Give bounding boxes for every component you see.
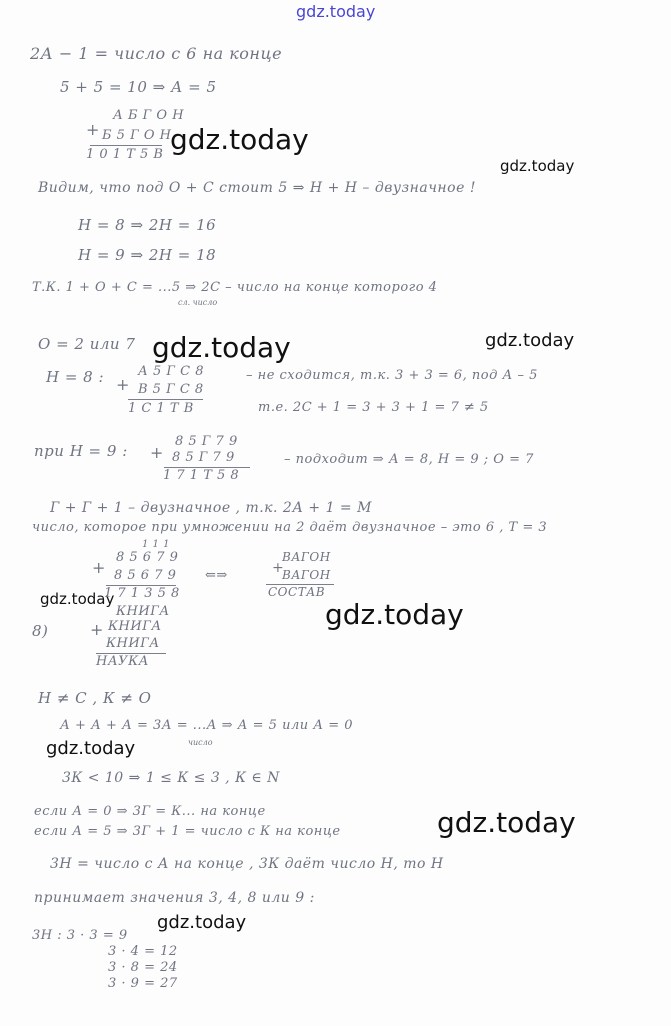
case8-mismatch: – не сходится, т.к. 3 + 3 = 6, под А – 5 (246, 368, 538, 383)
watermark: gdz.today (157, 912, 247, 933)
word-addend-1: ВАГОН (282, 550, 331, 564)
sum-underline (128, 399, 203, 400)
plus-sign: + (116, 375, 130, 394)
line-observation: Видим, что под О + С стоит 5 ⇒ Н + Н – двузначное ! (38, 180, 476, 196)
word-addend-2: ВАГОН (282, 568, 331, 582)
line-3h: 3Н = число с А на конце , 3К даёт число Н, то Н (50, 856, 444, 872)
plus-sign: + (86, 120, 100, 139)
final-addend-2: 8 5 6 7 9 (114, 568, 177, 583)
nauka-result: НАУКА (96, 654, 149, 669)
plus-sign: + (272, 560, 285, 576)
line-3h-list: 3Н : 3 · 3 = 9 (32, 928, 128, 943)
watermark: gdz.today (46, 738, 136, 759)
case9-result: 1 7 1 Т 5 8 (163, 468, 240, 483)
plus-sign: + (92, 558, 106, 577)
line-h8: Н = 8 ⇒ 2Н = 16 (78, 216, 217, 234)
line-3a: А + А + А = 3А = ...А ⇒ А = 5 или А = 0 (60, 718, 354, 733)
line-3x9: 3 · 9 = 27 (108, 976, 178, 991)
final-result: 1 7 1 3 5 8 (104, 586, 180, 601)
line-5plus5: 5 + 5 = 10 ⇒ А = 5 (60, 78, 217, 96)
sum-underline (90, 145, 162, 146)
line-o-values: О = 2 или 7 (38, 335, 136, 353)
line-number-times-two: число, которое при умножении на 2 даёт двузначное – это 6 , Т = 3 (32, 520, 548, 535)
case9-addend-1: 8 5 Г 7 9 (175, 434, 238, 449)
line-tk: Т.К. 1 + О + С = ...5 ⇒ 2С – число на конце которого 4 (32, 280, 438, 295)
task-number: 8) (32, 622, 49, 640)
line-if-a5: если А = 5 ⇒ 3Г + 1 = число с К на конце (34, 824, 341, 839)
case8-explanation: т.е. 2С + 1 = 3 + 3 + 1 = 7 ≠ 5 (258, 400, 489, 415)
word-result: СОСТАВ (268, 585, 326, 599)
addend-1: А Б Г О Н (113, 108, 185, 123)
line-values: принимает значения 3, 4, 8 или 9 : (34, 890, 315, 906)
note-number: сл. число (178, 298, 218, 307)
case8-addend-2: В 5 Г С 8 (138, 382, 204, 397)
watermark: gdz.today (170, 123, 309, 156)
line-condition: 2А − 1 = число с 6 на конце (30, 44, 283, 63)
line-3x4: 3 · 4 = 12 (108, 944, 178, 959)
watermark: gdz.today (485, 330, 575, 351)
line-h9: Н = 9 ⇒ 2Н = 18 (78, 246, 217, 264)
line-3x8: 3 · 8 = 24 (108, 960, 178, 975)
case9-addend-2: 8 5 Г 7 9 (172, 450, 235, 465)
watermark: gdz.today (152, 331, 291, 364)
line-h9-case: при Н = 9 : (34, 442, 128, 460)
watermark: gdz.today (40, 590, 115, 608)
case8-addend-1: А 5 Г С 8 (138, 364, 204, 379)
case8-result: 1 С 1 Т В (128, 401, 194, 416)
site-watermark-top[interactable]: gdz.today (296, 2, 376, 21)
watermark: gdz.today (500, 157, 575, 175)
line-3k-bound: 3К < 10 ⇒ 1 ≤ К ≤ 3 , К ∈ N (62, 770, 280, 786)
watermark: gdz.today (437, 806, 576, 839)
kniga-2: КНИГА (108, 619, 162, 634)
kniga-1: КНИГА (116, 604, 170, 619)
watermark: gdz.today (325, 598, 464, 631)
line-if-a0: если А = 0 ⇒ 3Г = К... на конце (34, 804, 266, 819)
kniga-3: КНИГА (106, 636, 160, 651)
final-addend-1: 8 5 6 7 9 (116, 550, 179, 565)
sum-result: 1 0 1 Т 5 В (86, 147, 164, 162)
addend-2: Б 5 Г О Н (102, 128, 172, 143)
note-number: число (188, 738, 213, 747)
equivalence-arrow: ⇐⇒ (205, 568, 228, 583)
line-h8-case: Н = 8 : (46, 368, 105, 386)
line-inequalities: Н ≠ С , К ≠ О (38, 689, 152, 707)
plus-sign: + (150, 443, 164, 462)
carry-digits: 1 1 1 (142, 539, 170, 550)
case9-fits: – подходит ⇒ А = 8, Н = 9 ; О = 7 (284, 452, 534, 467)
plus-sign: + (90, 620, 104, 639)
line-g-twodigit: Г + Г + 1 – двузначное , т.к. 2А + 1 = М (50, 500, 372, 516)
